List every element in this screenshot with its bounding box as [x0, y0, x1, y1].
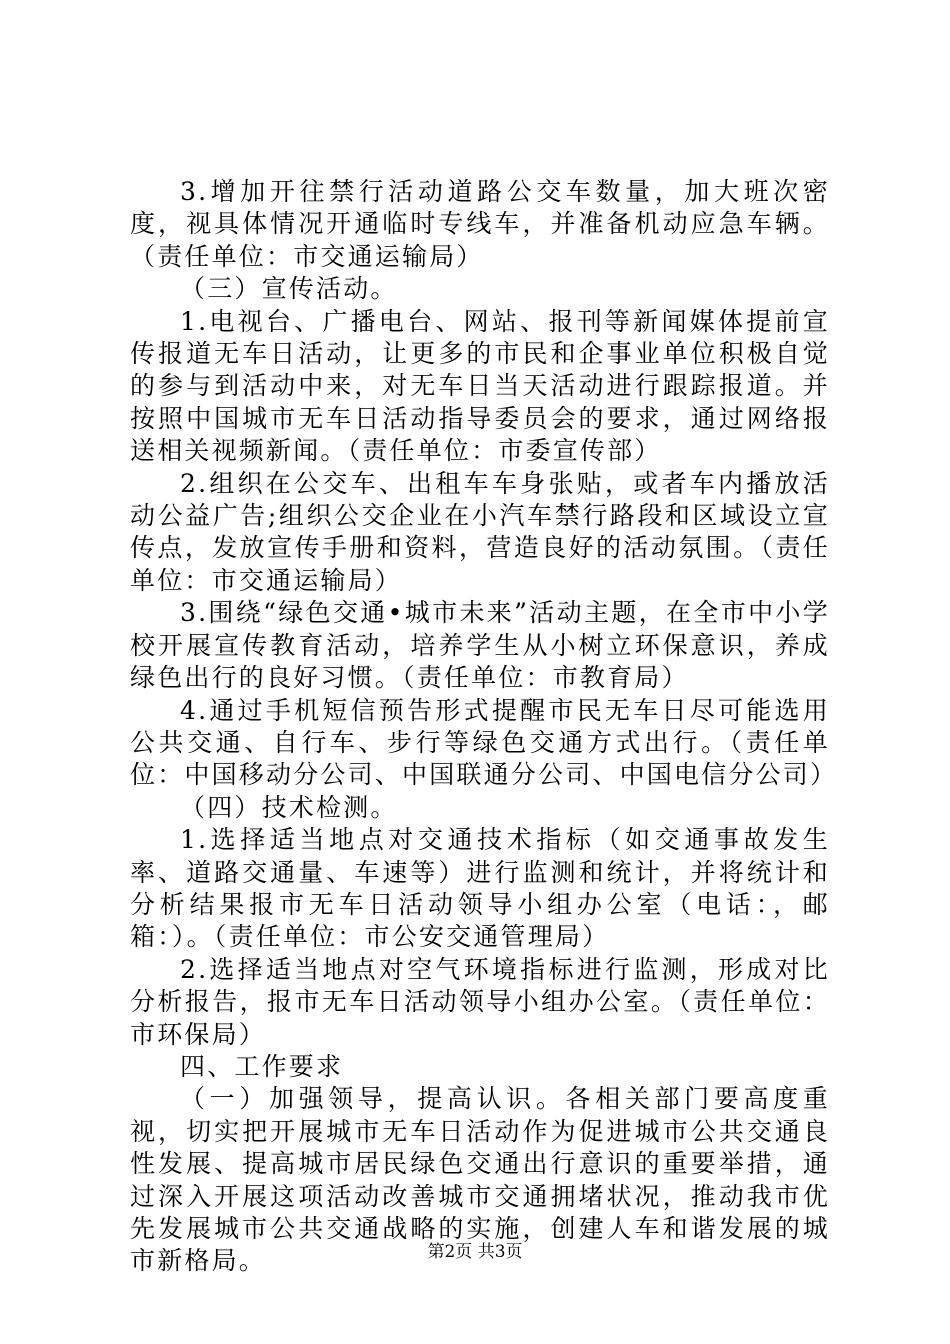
- section-heading-publicity: （三）宣传活动。: [180, 274, 398, 304]
- paragraph-bus-increase: 3.增加开往禁行活动道路公交车数量，加大班次密度，视具体情况开通临时专线车，并准备机动应急车辆。（责任单位：市交通运输局）: [130, 177, 830, 271]
- paragraph-public-ads: 2.组织在公交车、出租车车身张贴，或者车内播放活动公益广告;组织公交企业在小汽车禁行路段和区域设立宣传点，发放宣传手册和资料，营造良好的活动氛围。（责任单位：市交通运输局）: [130, 468, 830, 595]
- paragraph-sms-reminder: 4.通过手机短信预告形式提醒市民无车日尽可能选用公共交通、自行车、步行等绿色交通方式出行。（责任单位：中国移动分公司、中国联通分公司、中国电信分公司）: [130, 695, 838, 790]
- paragraph-traffic-monitoring: 1.选择适当地点对交通技术指标（如交通事故发生率、道路交通量、车速等）进行监测和统计，并将统计和分析结果报市无车日活动领导小组办公室（电话：，邮箱：）。（责任单位：市公安交通管理局）: [130, 825, 830, 952]
- paragraph-school-education: 3.围绕“绿色交通•城市未来”活动主题，在全市中小学校开展宣传教育活动，培养学生从小树立环保意识，养成绿色出行的良好习惯。（责任单位：市教育局）: [130, 598, 830, 693]
- paragraph-leadership: （一）加强领导，提高认识。各相关部门要高度重视，切实把开展城市无车日活动作为促进城市公共交通良性发展、提高城市居民绿色交通出行意识的重要举措，通过深入开展这项活动改善城市交通拥堵状况，推动我市优先发展城市公共交通战略的实施，创建人车和谐发展的城市新格局。: [130, 1084, 830, 1276]
- paragraph-media-coverage: 1.电视台、广播电台、网站、报刊等新闻媒体提前宣传报道无车日活动，让更多的市民和企事业单位积极自觉的参与到活动中来，对无车日当天活动进行跟踪报道。并按照中国城市无车日活动指导委员会的要求，通过网络报送相关视频新闻。（责任单位：市委宣传部）: [130, 306, 830, 466]
- document-body: [130, 176, 838, 1278]
- section-heading-technical-monitoring: （四）技术检测。: [180, 792, 398, 822]
- paragraph-air-monitoring: 2.选择适当地点对空气环境指标进行监测，形成对比分析报告，报市无车日活动领导小组办公室。（责任单位：市环保局）: [130, 954, 830, 1049]
- section-heading-work-requirements: 四、工作要求: [180, 1051, 344, 1081]
- page-number-footer: 第2页 共3页: [427, 1242, 523, 1262]
